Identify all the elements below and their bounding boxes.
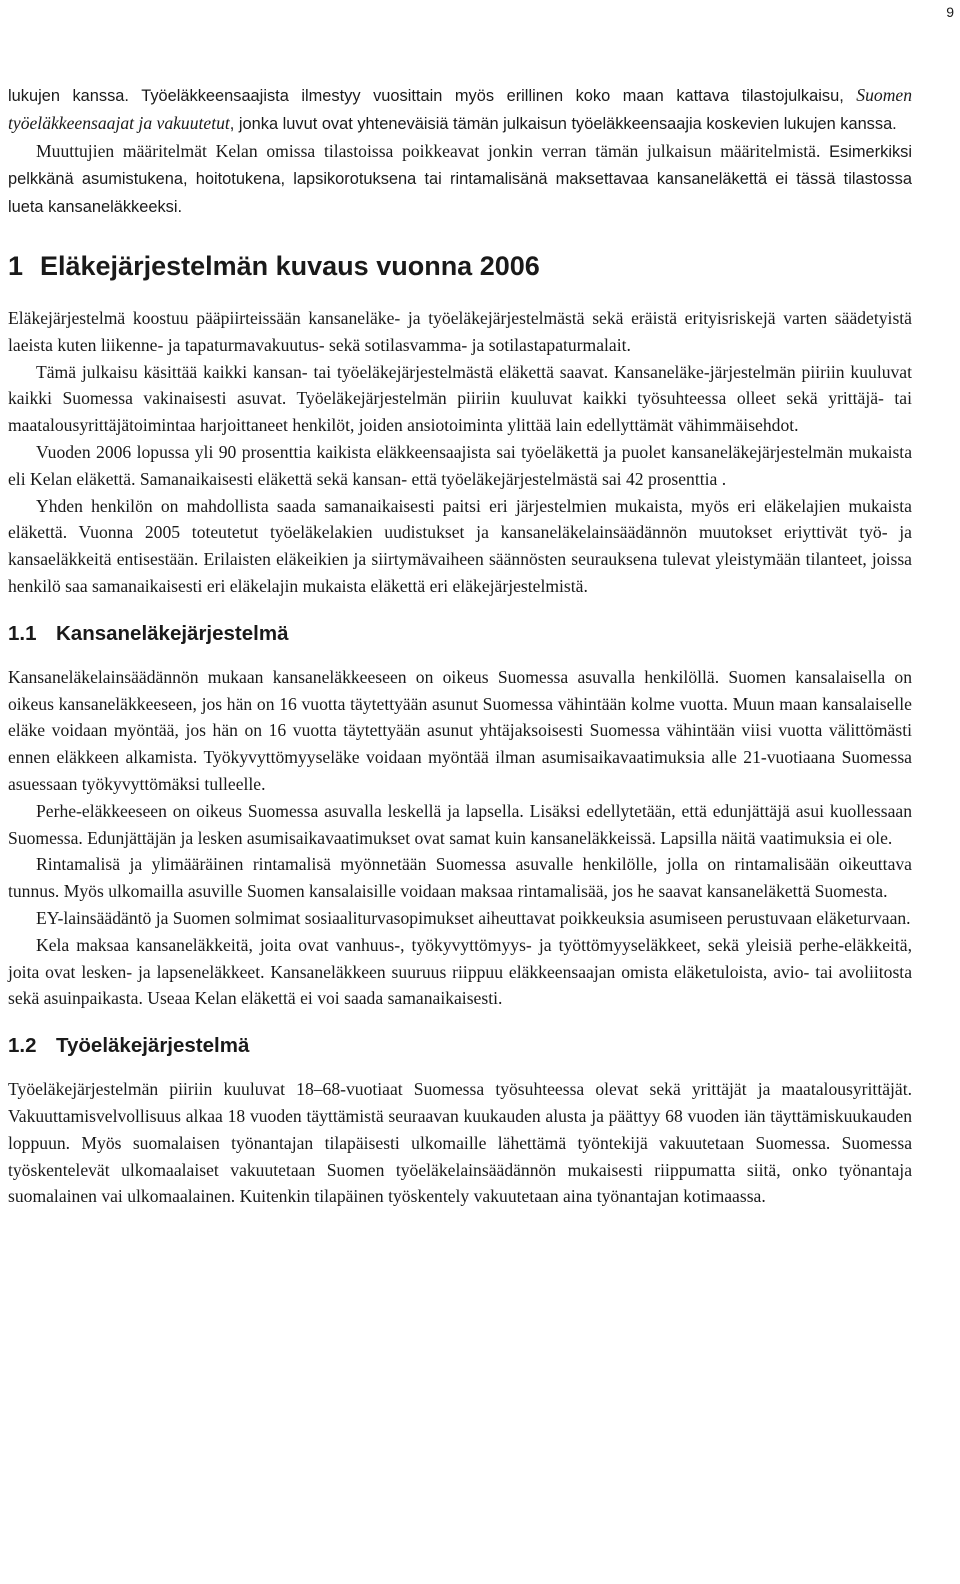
section-1-2-heading <box>8 1032 912 1060</box>
section-1-title: Eläkejärjestelmän kuvaus vuonna 2006 <box>40 250 540 281</box>
section-1-number: 1 <box>8 250 24 281</box>
section-1-2-paragraph: Työeläkejärjestelmän piiriin kuuluvat 18–68-vuotiaat Suomessa työsuhteessa olevat sekä yrittäjät ja maatalousyrittäjät. Vakuuttamisvelvollisuus alkaa 18 vuoden täyttämistä seuraavan kuukauden alusta ja päättyy 68 vuoden iän täyttämiskuukauden loppuun. Myös suomalaisen työnantajan tilapäisesti ulkomaille lähettämä työntekijä vakuutetaan Suomessa. Suomessa työskentelevät ulkomaalaiset vakuutetaan Suomen työeläkelainsäädännön mukaisesti riippumatta siitä, onko työnantaja suomalainen vai ulkomaalainen. Kuitenkin tilapäinen työskentely vakuutetaan aina työnantajan kotimaassa. <box>8 1079 912 1207</box>
section-1-1-paragraph: Kela maksaa kansaneläkkeitä, joita ovat vanhuus-, työkyvyttömyys- ja työttömyyseläkkeet, sekä yleisiä perhe-eläkkeitä, joita ovat lesken- ja lapseneläkkeet. Kansaneläkkeen suuruus riippuu eläkkeensaajan omista eläketuloista, avio- tai avoliitosta sekä asuinpaikasta. Useaa Kelan eläkettä ei voi saada samanaikaisesti. <box>8 934 912 1009</box>
intro-publication-title: Suomen työeläkkeensaajat ja vakuutetut <box>8 85 912 133</box>
section-1-2-title: Työeläkejärjestelmä <box>56 1034 250 1058</box>
intro-paragraph-2 <box>8 138 912 221</box>
intro-text-b: , jonka luvut ovat yhteneväisiä tämän julkaisun työeläkkeensaajia koskevien lukujen kanssa. <box>229 114 897 133</box>
section-1-2-number: 1.2 <box>8 1034 37 1058</box>
section-1-1-paragraph: Perhe-eläkkeeseen on oikeus Suomessa asuvalla leskellä ja lapsella. Lisäksi edellytetään, että edunjättäjä asui kuollessaan Suomessa. Edunjättäjän ja lesken asumisaikavaatimukset ovat samat kuin kansaneläkkeissä. Lapsilla näitä vaatimuksia ei ole. <box>8 800 912 848</box>
intro-text-c: Muuttujien määritelmät Kelan omissa tilastoissa poikkeavat jonkin verran tämän julkaisun määritelmistä. <box>36 140 830 161</box>
section-1-paragraph: Eläkejärjestelmä koostuu pääpiirteissään kansaneläke- ja työeläkejärjestelmästä sekä eräistä erityisriskejä varten säädetyistä laeista kuten liikenne- ja tapaturmavakuutus- sekä sotilasvamma- ja sotilastapaturmalait. <box>8 307 912 355</box>
section-1-1-paragraph: Kansaneläkelainsäädännön mukaan kansaneläkkeeseen on oikeus Suomessa asuvalla henkilöllä. Suomen kansalaisella on oikeus kansaneläkkeeseen, jos hän on 16 vuotta täytettyään asunut Suomessa vähintään kolme vuotta. Muun maan kansalaiselle eläke voidaan myöntää, jos hän on 16 vuotta täytettyään asunut yhtäjaksoisesti Suomessa vähintään viisi vuotta välittömästi ennen eläkkeen alkamista. Työkyvyttömyyseläke voidaan myöntää ilman asumisaikavaatimuksia alle 21-vuotiaana Suomessa asuessaan työkyvyttömäksi tulleelle. <box>8 666 912 794</box>
section-1-1-number: 1.1 <box>8 621 37 645</box>
section-1-1-paragraph: EY-lainsäädäntö ja Suomen solmimat sosiaaliturvasopimukset aiheuttavat poikkeuksia asumiseen perustuvaan eläketurvaan. <box>36 907 911 928</box>
section-1-1-paragraph: Rintamalisä ja ylimääräinen rintamalisä myönnetään Suomessa asuvalle henkilölle, jolla on rintamalisään oikeuttava tunnus. Myös ulkomailla asuville Suomen kansalaisille voidaan maksaa rintamalisää, jos he saavat kansaneläkettä Suomesta. <box>8 854 912 902</box>
page-number: 9 <box>946 4 954 20</box>
section-1-paragraph: Tämä julkaisu käsittää kaikki kansan- tai työeläkejärjestelmästä eläkettä saavat. Kansaneläke-järjestelmän piiriin kuuluvat kaikki Suomessa vakinaisesti asuvat. Työeläkejärjestelmän piiriin kuuluvat kaikki työsuhteessa olleet sekä yrittäjä- tai maatalousyrittäjätoimintaa harjoittaneet henkilöt, joiden ansiotoiminta ylittää lain edellyttämät vähimmäisehdot. <box>8 361 912 436</box>
document-body <box>8 82 912 1210</box>
section-1-paragraph: Vuoden 2006 lopussa yli 90 prosenttia kaikista eläkkeensaajista sai työeläkettä ja puolet kansaneläkejärjestelmän mukaista eli Kelan eläkettä. Samanaikaisesti eläkettä sekä kansan- että työeläkejärjestelmästä sai 42 prosenttia . <box>8 441 912 489</box>
intro-text-a: lukujen kanssa. Työeläkkeensaajista ilmestyy vuosittain myös erillinen koko maan kattava tilastojulkaisu, <box>8 87 857 105</box>
section-1-1-heading <box>8 620 912 648</box>
section-1-1-title: Kansaneläkejärjestelmä <box>56 621 289 645</box>
intro-text-d: Esimerkiksi pelkkänä asumistukena, hoitotukena, lapsikorotuksena tai rintamalisänä maksettavaa kansaneläkettä ei tässä tilastossa lueta kansaneläkkeeksi. <box>8 142 912 217</box>
intro-paragraph-1 <box>8 82 912 138</box>
section-1-paragraph: Yhden henkilön on mahdollista saada samanaikaisesti paitsi eri järjestelmien mukaista, myös eri eläkelajien mukaista eläkettä. Vuonna 2005 toteutetut työeläkelakien uudistukset ja kansaneläkelainsäädännön muutokset eriyttivät työ- ja kansaeläkkeitä entisestään. Erilaisten eläkeikien ja siirtymävaiheen säännösten seurauksena tulevat yleistymään tilanteet, joissa henkilö saa samanaikaisesti eri eläkelajin mukaista eläkettä eri eläkejärjestelmistä. <box>8 495 912 596</box>
section-1-heading <box>8 249 912 283</box>
